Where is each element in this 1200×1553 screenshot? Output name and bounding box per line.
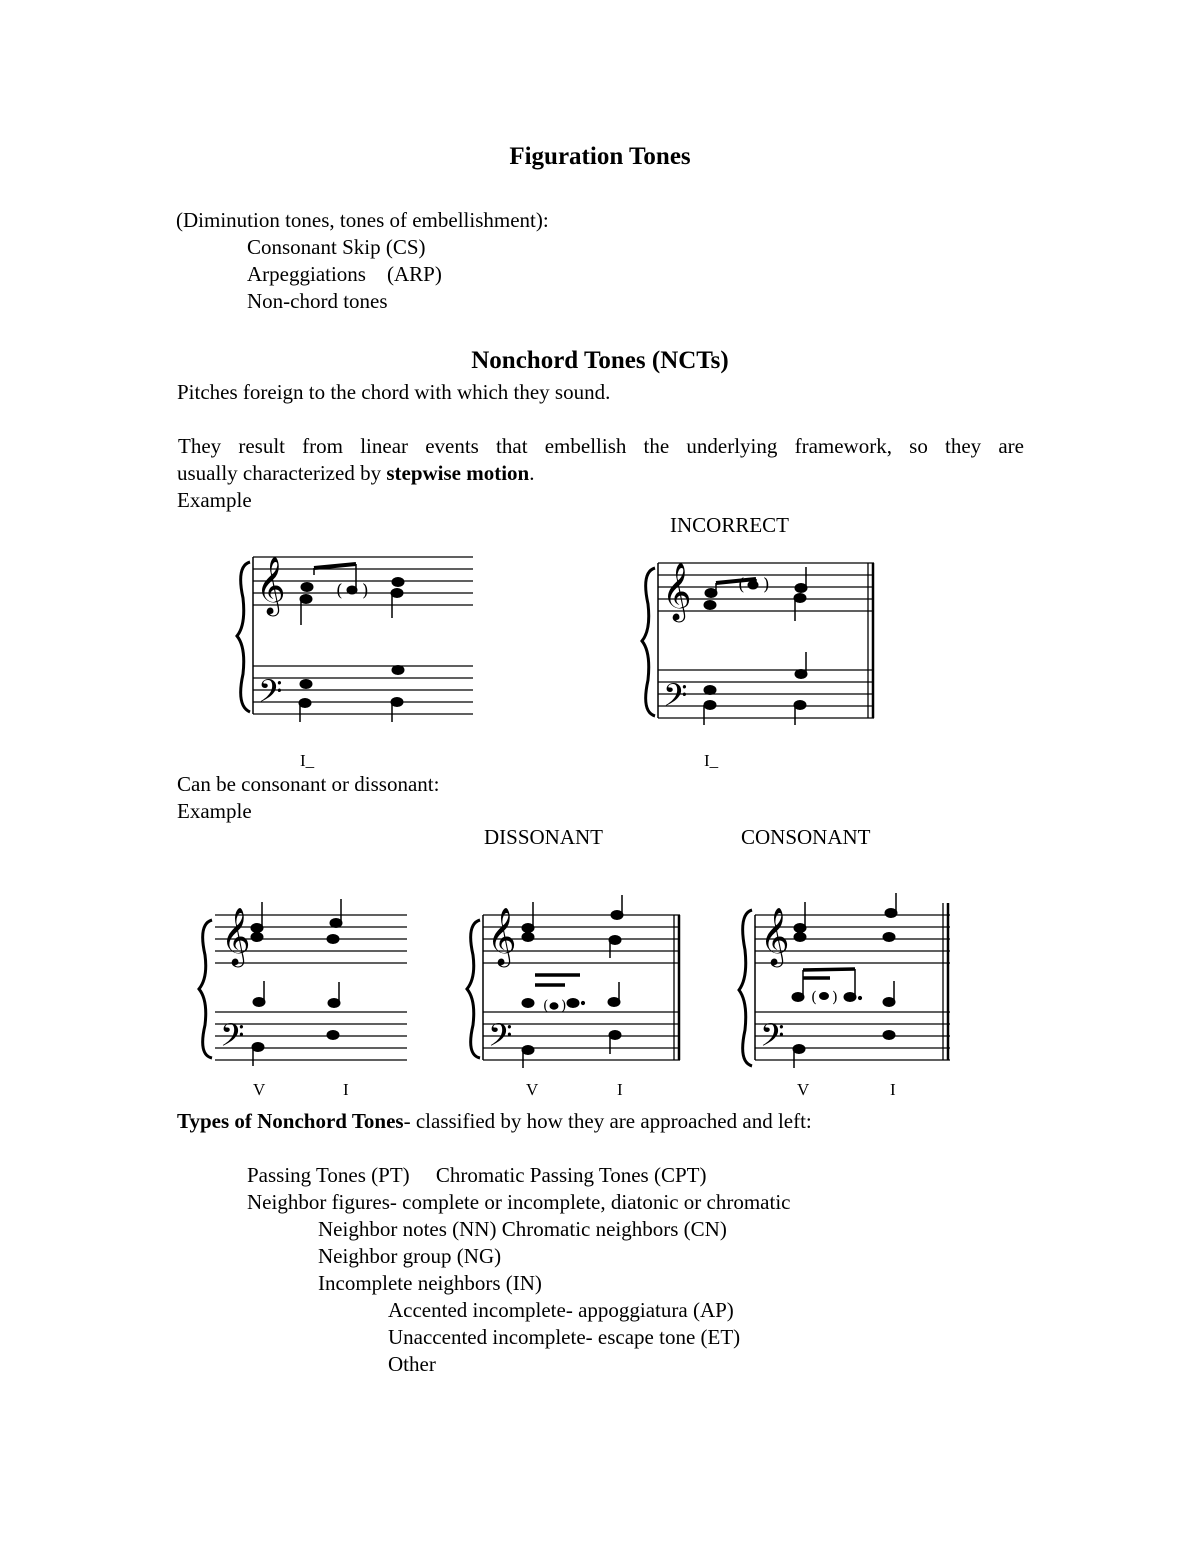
example2-plain-notes xyxy=(251,899,342,1066)
incorrect-label: INCORRECT xyxy=(670,513,790,537)
roman-numeral: I_ xyxy=(300,751,315,770)
example2-consonant-notes xyxy=(792,893,897,1068)
parenthesis-left: ( xyxy=(738,575,745,595)
section-heading-nct: Nonchord Tones (NCTs) xyxy=(471,347,729,374)
types-appoggiatura: Accented incomplete- appoggiatura (AP) xyxy=(388,1298,734,1322)
nct-paragraph-line2-pre: usually characterized by xyxy=(177,461,387,485)
types-heading xyxy=(177,1108,812,1134)
roman-numeral: V xyxy=(526,1080,539,1099)
bass-clef-icon: 𝄢 xyxy=(220,1017,245,1061)
treble-clef-icon: 𝄞 xyxy=(256,556,286,614)
example-label-2: Example xyxy=(177,799,252,823)
nct-paragraph-line2-post: . xyxy=(529,461,535,485)
treble-clef-icon: 𝄞 xyxy=(221,907,251,965)
types-neighbor-figures: Neighbor figures- complete or incomplete, diatonic or chromatic xyxy=(247,1190,791,1214)
example1-incorrect-notes xyxy=(704,567,807,725)
intro-item-non-chord-tones: Non-chord tones xyxy=(247,289,388,313)
intro-line: (Diminution tones, tones of embellishment): xyxy=(176,208,549,232)
example2-dissonant-notes xyxy=(522,895,623,1068)
types-neighbor-notes: Neighbor notes (NN) Chromatic neighbors (CN) xyxy=(318,1217,727,1241)
parenthesis-right: ) xyxy=(362,581,369,601)
types-escape-tone: Unaccented incomplete- escape tone (ET) xyxy=(388,1325,741,1349)
nct-paragraph-line1: They result from linear events that embellish the underlying framework, so they are xyxy=(178,434,1024,458)
roman-numeral: I xyxy=(343,1080,349,1099)
types-other: Other xyxy=(388,1352,436,1376)
bass-clef-icon: 𝄢 xyxy=(488,1017,513,1061)
types-incomplete-neighbors: Incomplete neighbors (IN) xyxy=(318,1271,542,1295)
page-title: Figuration Tones xyxy=(509,143,691,170)
treble-clef-icon: 𝄞 xyxy=(662,562,692,620)
bass-clef-icon: 𝄢 xyxy=(258,673,283,717)
consonant-label: CONSONANT xyxy=(741,825,871,849)
roman-numeral: I xyxy=(890,1080,896,1099)
treble-clef-icon: 𝄞 xyxy=(760,907,790,965)
bass-clef-icon: 𝄢 xyxy=(663,677,688,721)
treble-clef-icon: 𝄞 xyxy=(487,907,517,965)
roman-numeral: V xyxy=(253,1080,266,1099)
dissonant-label: DISSONANT xyxy=(484,825,604,849)
parenthesis-left: ( xyxy=(811,988,817,1006)
parenthesis-left: ( xyxy=(543,998,549,1014)
parenthesis-right: ) xyxy=(561,998,567,1014)
stepwise-motion-bold: stepwise motion xyxy=(386,461,530,485)
parenthesis-left: ( xyxy=(336,581,343,601)
intro-item-arpeggiations: Arpeggiations (ARP) xyxy=(247,262,442,286)
parenthesis-right: ) xyxy=(763,575,770,595)
consonant-intro: Can be consonant or dissonant: xyxy=(177,772,440,796)
roman-numeral: V xyxy=(797,1080,810,1099)
example-label-1: Example xyxy=(177,488,252,512)
roman-numeral: I_ xyxy=(704,751,719,770)
types-heading-rest: - classified by how they are approached and left: xyxy=(403,1109,812,1133)
intro-item-consonant-skip: Consonant Skip (CS) xyxy=(247,235,426,259)
bass-clef-icon: 𝄢 xyxy=(760,1017,785,1061)
types-heading-bold: Types of Nonchord Tones xyxy=(177,1109,404,1133)
types-passing-tones: Passing Tones (PT) Chromatic Passing Tones (CPT) xyxy=(247,1163,707,1187)
roman-numeral: I xyxy=(617,1080,623,1099)
example1-correct-notes xyxy=(299,564,404,722)
nct-definition: Pitches foreign to the chord with which they sound. xyxy=(177,380,611,404)
types-neighbor-group: Neighbor group (NG) xyxy=(318,1244,502,1268)
parenthesis-right: ) xyxy=(832,988,838,1006)
